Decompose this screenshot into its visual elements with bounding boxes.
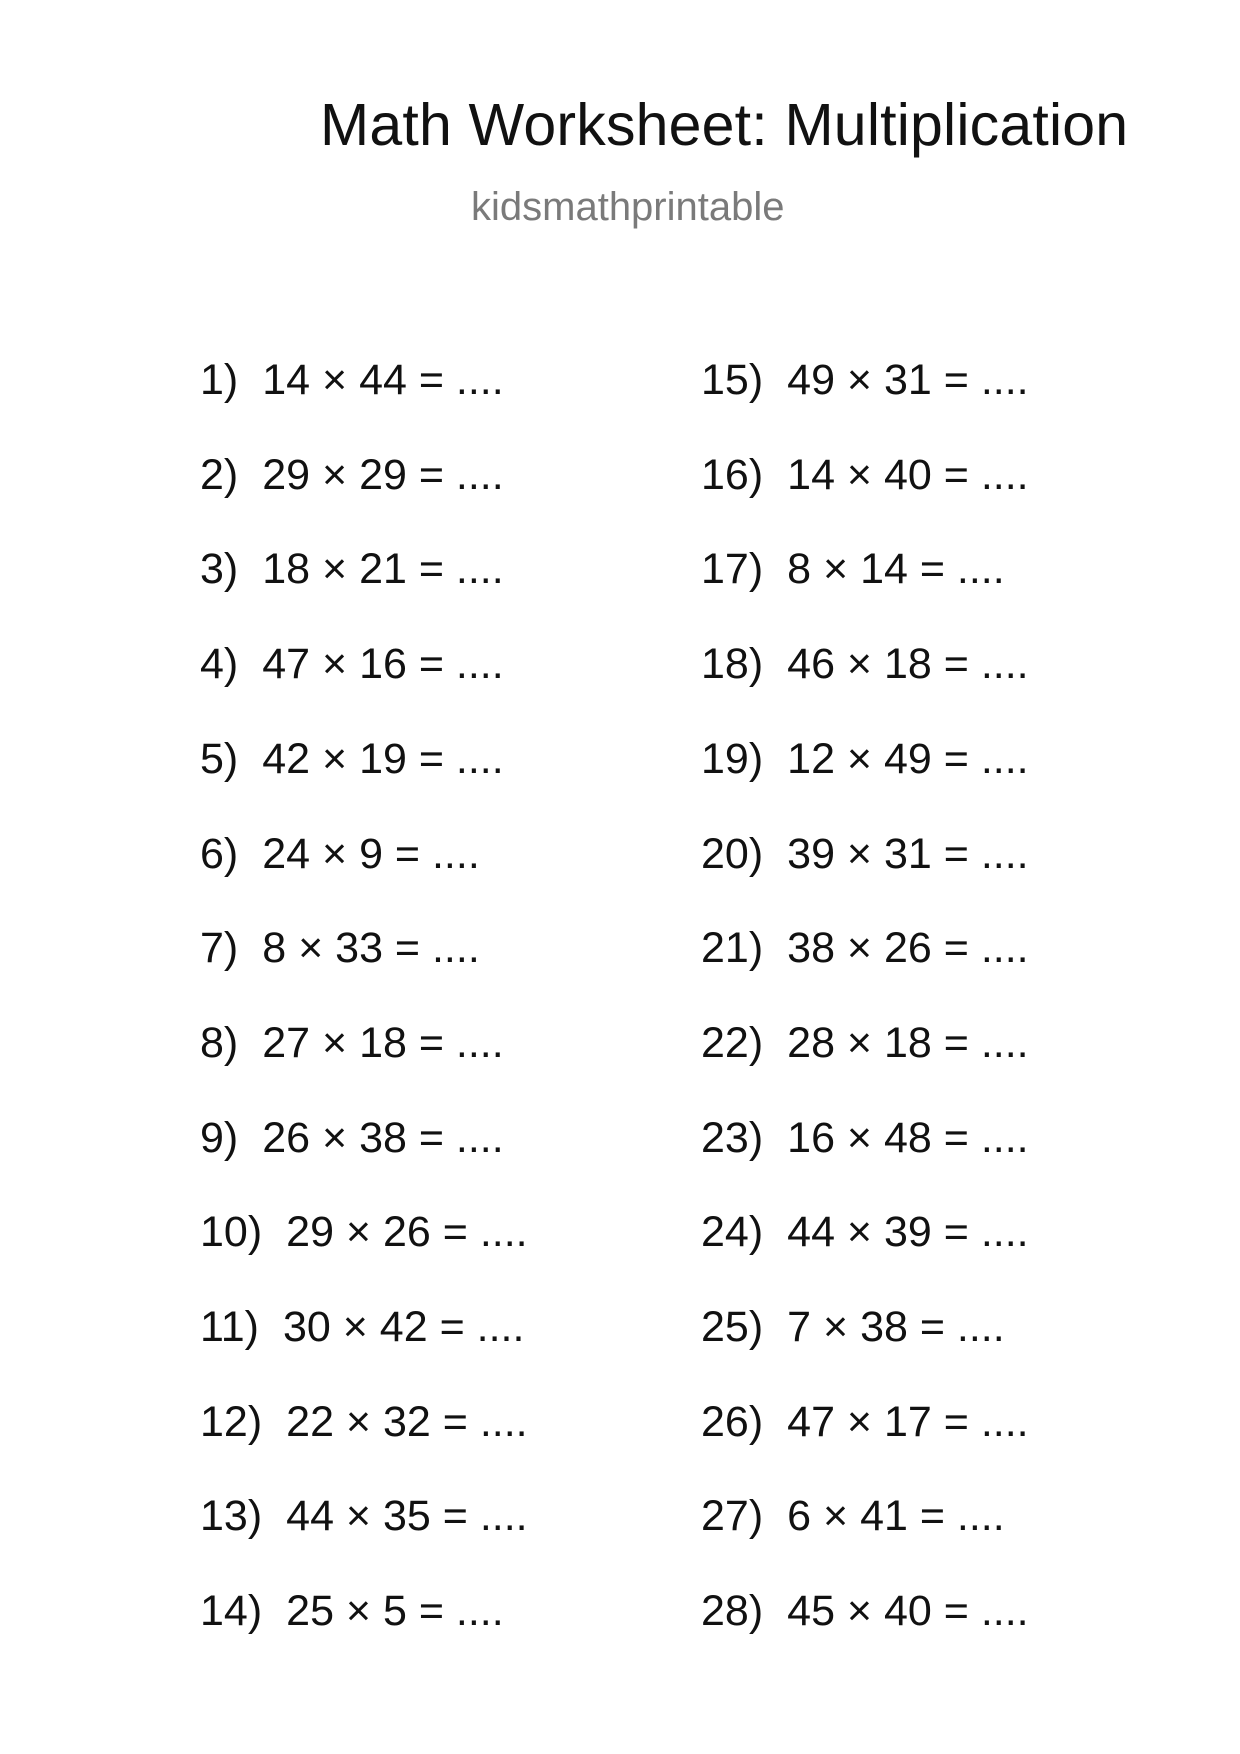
problem-item [200,1202,528,1262]
problem-number: 19) [701,734,764,783]
problem-item [200,1108,504,1168]
problem-item [200,729,504,789]
problem-number: 14) [200,1587,263,1636]
problem-item [701,1581,1029,1641]
problem-expression: 18 × 21 = .... [262,545,504,594]
problem-item [701,634,1029,694]
problem-number: 3) [200,545,239,594]
worksheet-title: Math Worksheet: Multiplication [320,92,1129,158]
problem-number: 10) [200,1208,263,1257]
problem-expression: 28 × 18 = .... [787,1018,1029,1067]
problem-expression: 14 × 40 = .... [787,450,1029,499]
problem-number: 27) [701,1492,764,1541]
problem-expression: 45 × 40 = .... [787,1587,1029,1636]
problem-expression: 14 × 44 = .... [262,356,504,404]
problem-number: 1) [200,356,239,404]
problem-item [200,1581,504,1641]
problem-expression: 49 × 31 = .... [787,356,1029,404]
problem-number: 23) [701,1113,764,1162]
problem-expression: 24 × 9 = .... [262,829,480,878]
problem-number: 6) [200,829,239,878]
problem-expression: 25 × 5 = .... [286,1587,504,1636]
problem-expression: 7 × 38 = .... [787,1303,1005,1351]
problem-expression: 8 × 14 = .... [787,545,1005,594]
problem-item [200,1392,528,1452]
problem-item [701,350,1029,410]
problem-item [701,729,1029,789]
problem-expression: 6 × 41 = .... [787,1492,1005,1541]
problem-item [701,1486,1005,1546]
problem-item [701,1013,1029,1073]
problem-expression: 16 × 48 = .... [787,1113,1029,1162]
problem-expression: 30 × 42 = .... [282,1303,525,1351]
problem-number: 7) [200,924,239,973]
problem-number: 17) [701,545,764,594]
problem-item [200,350,504,410]
problem-number: 22) [701,1018,764,1067]
problem-expression: 22 × 32 = .... [286,1397,528,1446]
problem-expression: 12 × 49 = .... [787,734,1029,783]
problem-expression: 38 × 26 = .... [787,924,1029,973]
problem-number: 15) [701,356,764,404]
problem-item [200,824,480,884]
problem-number: 26) [701,1397,764,1446]
problem-number: 18) [701,640,764,689]
problem-item [701,918,1029,978]
problem-number: 4) [200,640,239,689]
problem-item [701,1108,1029,1168]
problem-number: 2) [200,450,239,499]
problem-number: 5) [200,734,239,783]
problem-expression: 29 × 26 = .... [286,1208,528,1257]
problem-expression: 47 × 16 = .... [262,640,504,689]
problem-item [200,918,480,978]
problem-item [701,824,1029,884]
problem-number: 16) [701,450,764,499]
problem-item [701,1297,1005,1357]
problem-number: 11) [200,1303,259,1351]
problem-number: 13) [200,1492,263,1541]
problem-item [200,1297,524,1357]
problem-expression: 26 × 38 = .... [262,1113,504,1162]
problem-expression: 46 × 18 = .... [787,640,1029,689]
problem-expression: 47 × 17 = .... [787,1397,1029,1446]
problem-item [701,1392,1029,1452]
problem-expression: 44 × 35 = .... [286,1492,528,1541]
problem-expression: 27 × 18 = .... [262,1018,504,1067]
problem-expression: 8 × 33 = .... [262,924,480,973]
problem-item [701,1202,1029,1262]
problem-number: 28) [701,1587,764,1636]
problem-item [200,1013,504,1073]
problem-number: 9) [200,1113,239,1162]
problem-number: 20) [701,829,764,878]
problem-number: 24) [701,1208,764,1257]
problem-expression: 42 × 19 = .... [262,734,504,783]
problem-expression: 29 × 29 = .... [262,450,504,499]
problem-item [200,1486,528,1546]
worksheet-subtitle: kidsmathprintable [471,185,785,229]
problem-expression: 39 × 31 = .... [787,829,1029,878]
problem-item [701,539,1005,599]
problem-number: 8) [200,1018,239,1067]
problem-item [200,634,504,694]
problem-expression: 44 × 39 = .... [787,1208,1029,1257]
problem-number: 21) [701,924,764,973]
problem-item [200,539,504,599]
problem-number: 25) [701,1303,764,1351]
problem-item [701,445,1029,505]
problem-item [200,445,504,505]
problem-number: 12) [200,1397,263,1446]
